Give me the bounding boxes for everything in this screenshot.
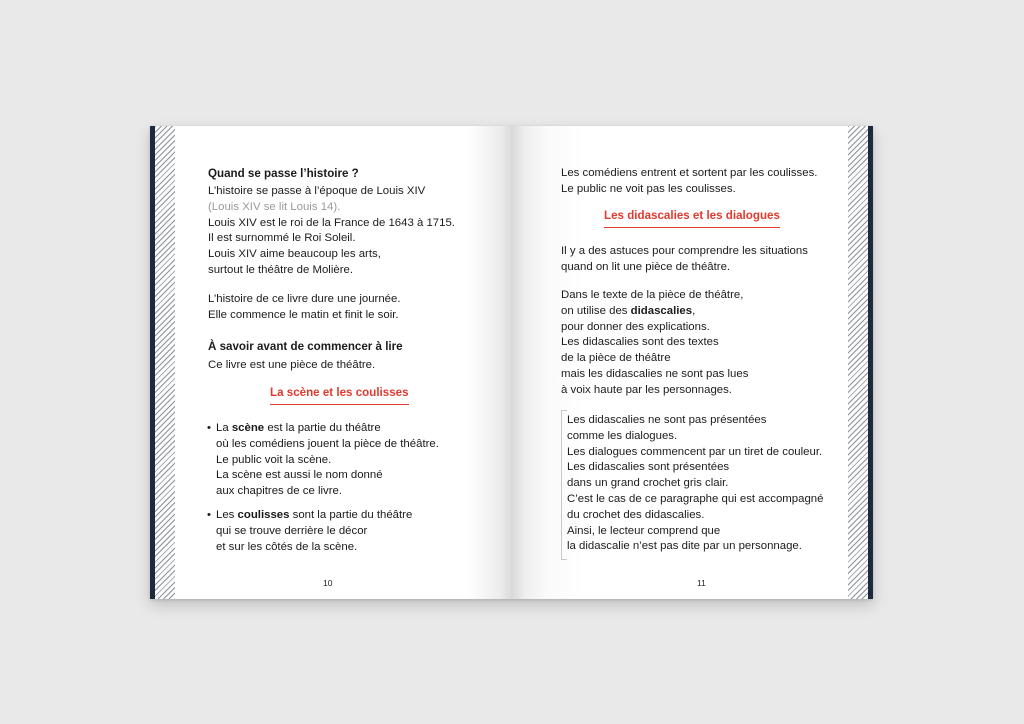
text-line: surtout le théâtre de Molière. (208, 263, 353, 276)
didascalie-block (567, 413, 823, 555)
heading-before-reading: À savoir avant de commencer à lire (208, 340, 403, 353)
page-number-right: 11 (697, 578, 706, 588)
text-line: Les didascalies ne sont pas présentées (567, 414, 767, 426)
text-line: C’est le cas de ce paragraphe qui est accompagné (567, 492, 824, 505)
text-line: pour donner des explications. (561, 320, 710, 333)
text-line: aux chapitres de ce livre. (216, 485, 342, 498)
paragraph-louis-xiv (208, 184, 455, 279)
term-scene: scène (231, 422, 265, 434)
text-line: et sur les côtés de la scène. (216, 540, 358, 553)
text-line: Louis XIV est le roi de la France de 1643 à 1715. (208, 216, 455, 229)
text-line: Dans le texte de la pièce de théâtre, (561, 289, 744, 301)
text-run: La (216, 422, 232, 434)
text-line: à voix haute par les personnages. (561, 383, 732, 396)
pronunciation-note: (Louis XIV se lit Louis 14). (208, 200, 341, 213)
right-page-edge (848, 126, 873, 599)
paragraph-play: Ce livre est une pièce de théâtre. (208, 359, 376, 371)
text-line: mais les didascalies ne sont pas lues (561, 367, 749, 380)
text-line: quand on lit une pièce de théâtre. (561, 260, 731, 273)
bullet-coulisses (207, 508, 413, 555)
text-line: où les comédiens jouent la pièce de théâtre. (216, 437, 439, 450)
left-page-edge (150, 126, 175, 599)
paragraph-duration (208, 292, 401, 324)
bullet-marker: • (207, 509, 211, 521)
text-line: de la pièce de théâtre (561, 352, 671, 365)
text-line: dans un grand crochet gris clair. (567, 477, 729, 490)
text-line: Ainsi, le lecteur comprend que (567, 524, 721, 537)
text-run: , (692, 304, 696, 317)
paragraph-tips (561, 244, 808, 276)
page-number-left: 10 (323, 578, 333, 588)
text-run: sont la partie du théâtre (289, 509, 413, 521)
text-line: Les didascalies sont des textes (561, 336, 719, 349)
text-line: L’histoire de ce livre dure une journée. (208, 293, 401, 305)
text-run: on utilise des (561, 304, 631, 317)
text-line: Louis XIV aime beaucoup les arts, (208, 248, 381, 261)
paragraph-backstage (561, 166, 817, 198)
paragraph-didascalies (561, 288, 748, 399)
text-line: la didascalie n’est pas dite par un personnage. (567, 540, 802, 553)
bullet-marker: • (207, 422, 211, 434)
text-line: Il est surnommé le Roi Soleil. (208, 232, 356, 245)
text-line: Le public voit la scène. (216, 453, 332, 466)
text-run: est la partie du théâtre (264, 422, 381, 434)
right-page (511, 126, 873, 599)
text-line: L’histoire se passe à l’époque de Louis XIV (208, 185, 426, 197)
text-line: La scène est aussi le nom donné (216, 469, 383, 482)
bullet-scene (207, 421, 439, 500)
heading-when: Quand se passe l’histoire ? (208, 167, 359, 180)
text-line: Les comédiens entrent et sortent par les coulisses. (561, 167, 818, 179)
left-page (150, 126, 511, 599)
text-run: Les (216, 509, 238, 521)
text-line: Elle commence le matin et finit le soir. (208, 308, 399, 321)
section-title-didascalies: Les didascalies et les dialogues (604, 209, 780, 228)
term-didascalies: didascalies (630, 304, 693, 317)
section-title-scene: La scène et les coulisses (270, 386, 409, 405)
term-coulisses: coulisses (237, 509, 290, 521)
open-book (150, 126, 873, 599)
text-line: Les didascalies sont présentées (567, 461, 730, 474)
text-line: du crochet des didascalies. (567, 508, 705, 521)
text-line: Il y a des astuces pour comprendre les situations (561, 245, 808, 257)
text-line: Le public ne voit pas les coulisses. (561, 182, 736, 195)
text-line: comme les dialogues. (567, 429, 678, 442)
text-line: qui se trouve derrière le décor (216, 524, 368, 537)
text-line: Les dialogues commencent par un tiret de couleur. (567, 445, 823, 458)
